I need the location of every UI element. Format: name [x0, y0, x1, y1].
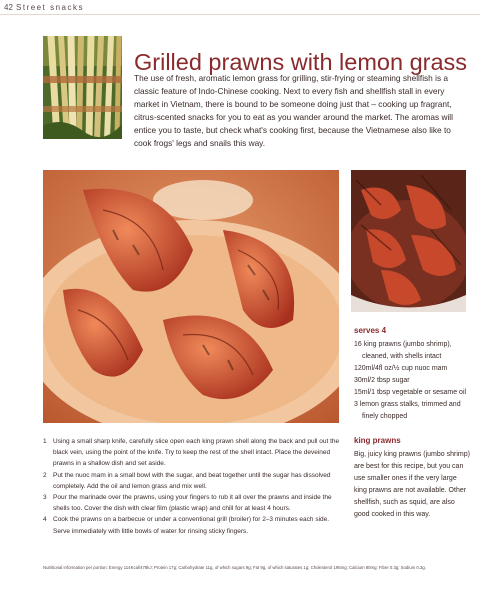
method-step — [43, 514, 343, 536]
ingredient-item: 30ml/2 tbsp sugar — [354, 377, 410, 384]
header-divider — [0, 14, 480, 15]
ingredient-item: 15ml/1 tbsp vegetable or sesame oil — [354, 389, 467, 396]
tip-heading: king prawns — [354, 436, 401, 445]
ingredient-item: 16 king prawns (jumbo shrimp), cleaned, with shells intact — [354, 341, 452, 360]
prawns-bowl-photo — [351, 170, 466, 312]
serves-heading: serves 4 — [354, 326, 387, 335]
hero-prawns-photo — [43, 170, 339, 423]
method-steps — [43, 436, 343, 537]
ingredients-list — [354, 339, 470, 423]
method-step — [43, 436, 343, 470]
step-number: 4 — [43, 516, 47, 524]
method-step — [43, 470, 343, 492]
recipe-title: Grilled prawns with lemon grass — [134, 48, 468, 75]
page-number: 42 — [4, 3, 13, 12]
step-text: Using a small sharp knife, carefully slice open each king prawn shell along the back and pull out the black vein, using the point of the knife. Try to keep the rest of the shell intact. Place the deveined prawns in a shallow dish and set aside. — [53, 438, 340, 468]
step-number: 2 — [43, 471, 47, 479]
step-text: Put the nuoc mam in a small bowl with the sugar, and beat together until the sugar has dissolved completely. Add the oil and lemon grass and mix well. — [53, 471, 331, 490]
step-number: 1 — [43, 438, 47, 445]
nutrition-info: Nutritional information per portion: Energy 114Kcal/478kJ; Protein 17g; Carbohydrate 11g, of which sugars 9g; Fat 9g, of which saturates 1g; Cholesterol 195mg; Calcium 80mg; Fibre 0.3g; Sodium 0.3g. — [43, 565, 426, 570]
recipe-intro: The use of fresh, aromatic lemon grass for grilling, stir-frying or steaming shellfish is a classic feature of Indo-Chinese cooking. Next to every fish and shellfish stall in every market in Vietnam, there is bound to be someone doing just that – cooking up fragrant, citrus-scented snacks for you to eat as you wander around the market. The aromas will entice you to taste, but check what's cooking first, because the Vietnamese also like to cook frogs' legs and snails this way. — [134, 73, 453, 149]
ingredient-item: 3 lemon grass stalks, trimmed and finely chopped — [354, 401, 461, 420]
step-text: Cook the prawns on a barbecue or under a conventional grill (broiler) for 2–3 minutes each side. Serve immediately with little bowls of water for rinsing sticky fingers. — [53, 516, 330, 535]
step-text: Pour the marinade over the prawns, using your fingers to rub it all over the prawns and inside the shells too. Cover the dish with clear film (plastic wrap) and chill for at least 4 hours. — [53, 494, 332, 513]
section-title: Street snacks — [16, 3, 84, 12]
tip-text: Big, juicy king prawns (jumbo shrimp) are best for this recipe, but you can use smaller ones if the very large king prawns are not available. Other shellfish, such as squid, are also good cooked in this way. — [354, 451, 470, 518]
step-number: 3 — [43, 494, 47, 502]
lemon-grass-photo — [43, 36, 122, 139]
page-header — [0, 0, 480, 16]
ingredient-item: 120ml/4fl oz/½ cup nuoc mam — [354, 365, 448, 372]
method-step — [43, 492, 343, 514]
